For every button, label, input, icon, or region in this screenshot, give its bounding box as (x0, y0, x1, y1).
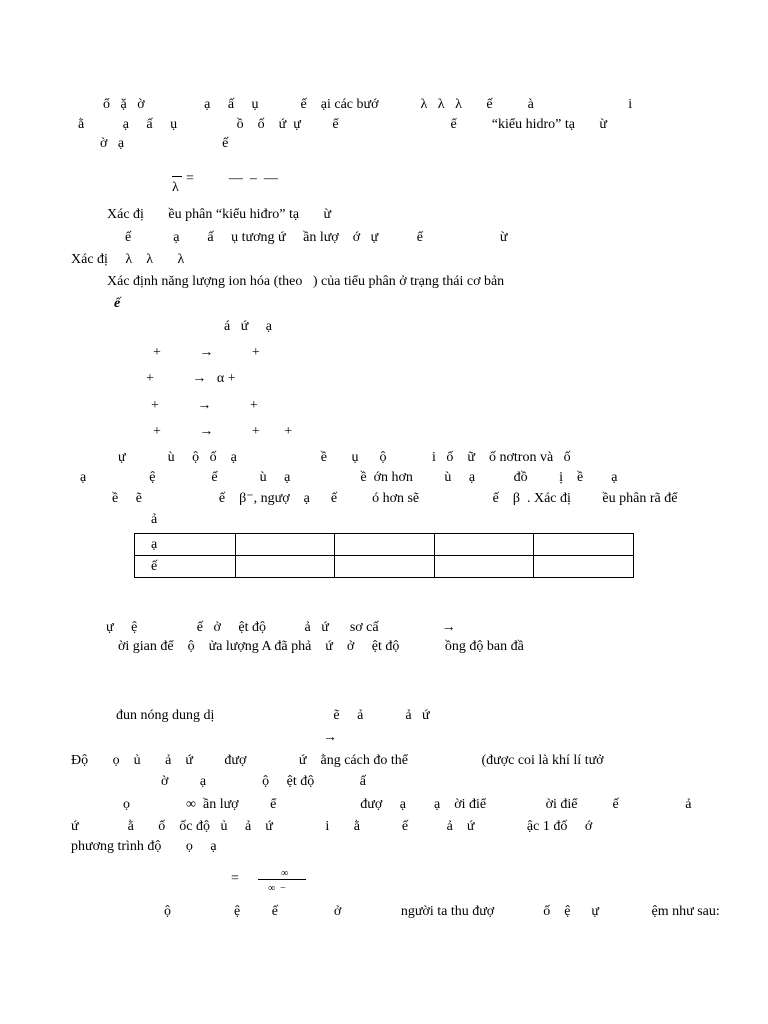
reaction-line: + → α + (146, 371, 236, 386)
paragraph-line: → (323, 730, 337, 745)
reaction-line: + → + (151, 398, 258, 413)
paragraph-line: ự ù ộ ố ạ ề ụ ộ i ố ữ ố nơtron và ố (118, 450, 571, 465)
equation-lhs: = (231, 871, 239, 886)
paragraph-line: đun nóng dung dị ẽ ả ả ứ (116, 708, 430, 723)
table-cell (235, 556, 335, 578)
equation-lhs: λ (172, 180, 179, 195)
paragraph-line: ề ẽ ế β⁻, ngượ ạ ế ó hơn sẽ ế β . Xác đị ều phân rã để (112, 491, 678, 506)
table-cell (434, 534, 534, 556)
paragraph-line: ổ ặ ờ ạ ấ ụ ế ại các bướ λ λ λ ế à i (103, 97, 633, 112)
table-row (135, 556, 634, 578)
paragraph-line: ời gian để ộ ửa lượng A đã phả ứ ở ệt độ ồng độ ban đầ (118, 639, 524, 654)
equation-rhs: = — – — (186, 171, 278, 186)
table-cell (235, 534, 335, 556)
table-cell (335, 556, 435, 578)
paragraph-line: ả (151, 512, 158, 527)
paragraph-line: ộ ệ ế ở người ta thu đượ ố ệ ự ệm như sau: (164, 904, 720, 919)
paragraph-line: ạ ệ ế ù ạ ề ớn hơn ù ạ đồ ị ề ạ (80, 470, 618, 485)
paragraph-line: ự ệ ế ở ệt độ ả ứ sơ cấ → (106, 620, 456, 635)
reactions-heading: á ứ ạ (224, 319, 273, 334)
paragraph-line: Xác đị ều phân “kiểu hiđro” tạ ừ (107, 207, 332, 222)
table-row (135, 534, 634, 556)
table-cell (335, 534, 435, 556)
table-cell (534, 534, 634, 556)
paragraph-line: Xác định năng lượng ion hóa (theo ) của tiểu phân ở trạng thái cơ bản (107, 274, 505, 289)
fraction-bar (258, 879, 306, 880)
paragraph-line: ế ạ ấ ụ tương ứ ần lượ ớ ự ể ừ (125, 230, 508, 245)
paragraph-line: ờ ạ ộ ệt độ ấ (161, 774, 366, 789)
paragraph-line: ằ ạ ấ ụ ồ ố ứ ự ể ể “kiểu hidro” tạ ừ (78, 117, 608, 132)
paragraph-line: Độ ọ ủ ả ứ đượ ứ ằng cách đo thể (được coi là khí lí tưở (71, 753, 604, 768)
table-cell (434, 556, 534, 578)
data-table (134, 533, 634, 578)
reaction-line: + → + (153, 345, 260, 360)
paragraph-line: ờ ạ ế (100, 136, 229, 151)
paragraph-line: phương trình độ ọ ạ (71, 839, 217, 854)
paragraph-line: ứ ằ ố ốc độ ủ ả ứ i ằ ế ả ứ ậc 1 đố ớ (71, 819, 593, 834)
table-cell: ế (135, 556, 236, 578)
paragraph-line: Xác đị λ λ λ (71, 252, 185, 267)
reaction-line: + → + + (153, 424, 293, 439)
table-cell (534, 556, 634, 578)
equation-numerator: ∞ (281, 868, 289, 879)
table-cell: ạ (135, 534, 236, 556)
paragraph-line: ế (114, 296, 121, 311)
paragraph-line: ọ ∞ ần lượ ể đượ ạ ạ ời điể ời điể ế ả (123, 797, 692, 812)
equation-denominator: ∞ − (268, 883, 286, 894)
fraction-bar (172, 176, 182, 177)
